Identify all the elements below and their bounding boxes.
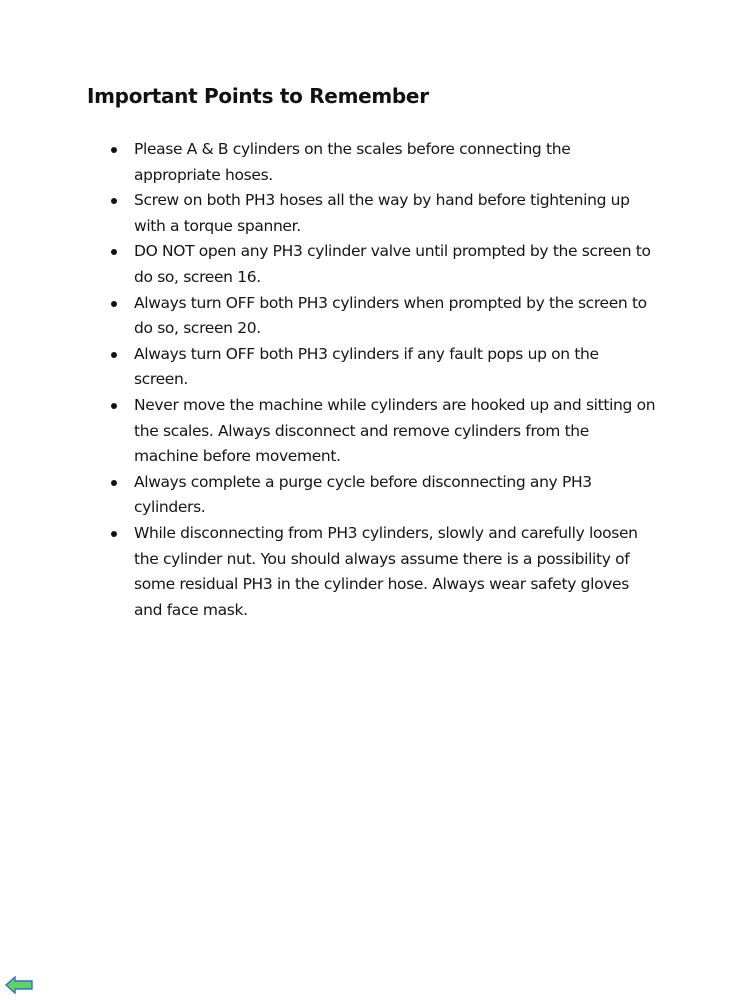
bullet-icon [111,147,117,153]
list-item-text: Never move the machine while cylinders are hooked up and sitting on the scales. Always disconnect and remove cylinders from the machine before movement. [134,395,656,466]
list-item-text: Please A & B cylinders on the scales before connecting the appropriate hoses. [134,140,571,184]
bullet-icon [111,301,117,307]
list-item [108,188,656,239]
left-arrow-icon [5,976,33,994]
page-title: Important Points to Remember [87,84,429,108]
list-item-text: While disconnecting from PH3 cylinders, slowly and carefully loosen the cylinder nut. You should always assume there is a possibility of some residual PH3 in the cylinder hose. Always wear safety gloves and face mask. [134,523,638,619]
list-item [108,521,656,623]
list-item [108,342,656,393]
list-item-text: Always turn OFF both PH3 cylinders if any fault pops up on the screen. [134,344,599,389]
list-item-text: Always complete a purge cycle before disconnecting any PH3 cylinders. [134,472,592,517]
bullet-icon [111,531,117,537]
list-item-text: Screw on both PH3 hoses all the way by hand before tightening up with a torque spanner. [134,191,630,235]
bullet-icon [111,352,117,358]
bullet-icon [111,480,117,486]
back-button[interactable] [5,976,33,994]
list-item [108,137,656,188]
list-item [108,291,656,342]
list-item [108,470,656,521]
list-item-text: DO NOT open any PH3 cylinder valve until prompted by the screen to do so, screen 16. [134,242,651,286]
bullet-icon [111,198,117,204]
list-item [108,393,656,470]
list-item-text: Always turn OFF both PH3 cylinders when prompted by the screen to do so, screen 20. [134,293,647,338]
bullet-icon [111,249,117,255]
list-item [108,239,656,290]
bullet-icon [111,403,117,409]
important-points-list [108,137,656,623]
